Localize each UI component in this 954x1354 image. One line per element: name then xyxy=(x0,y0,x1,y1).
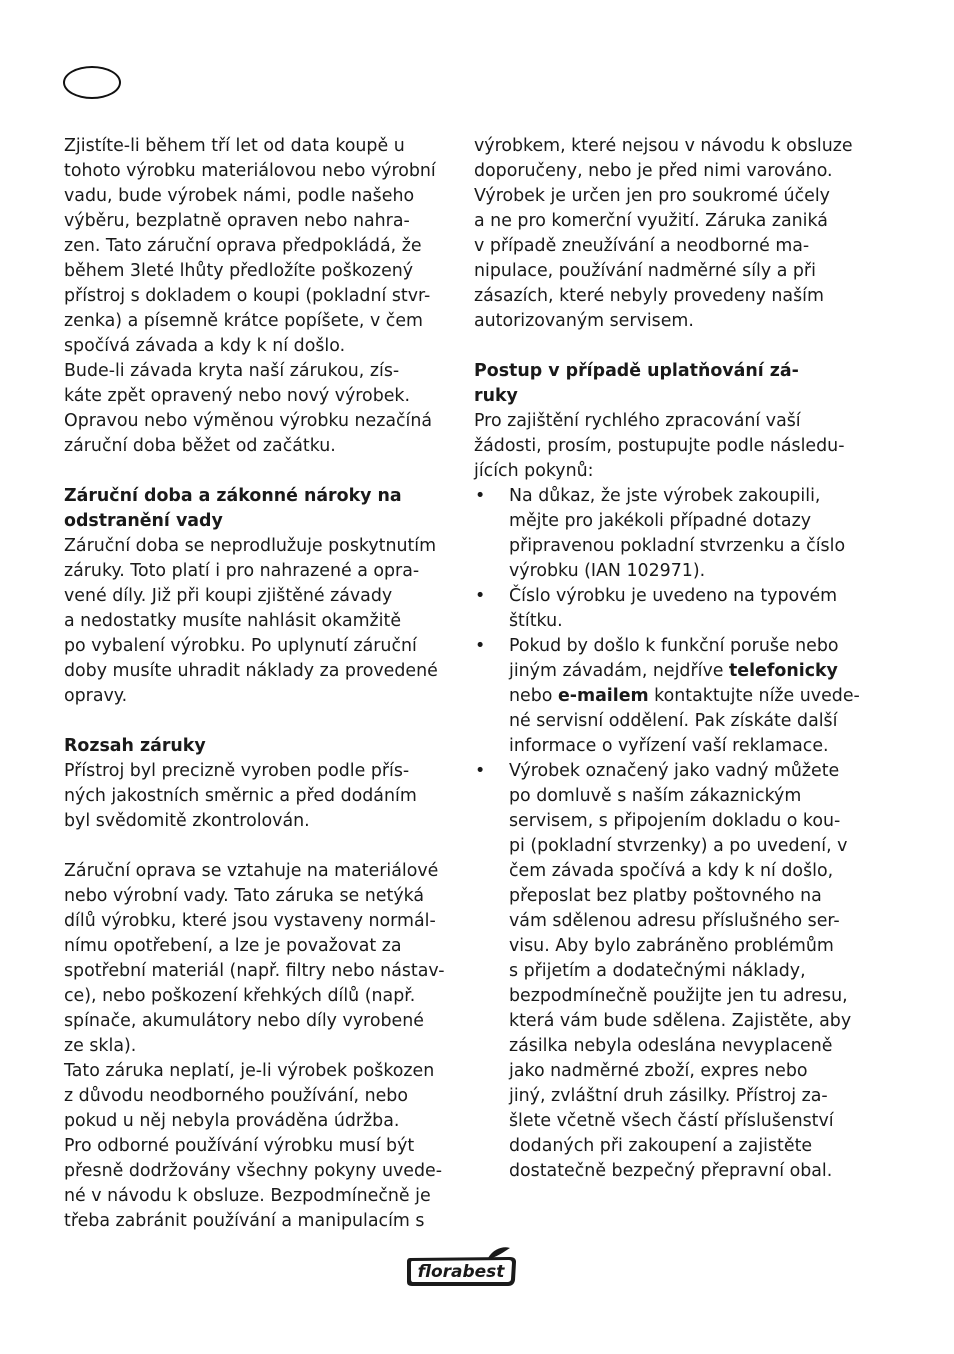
emphasis-phone: telefonicky xyxy=(728,661,838,681)
text-line: která vám bude sdělena. Zajistěte, aby xyxy=(509,1011,852,1031)
text-line: a ne pro komerční využití. Záruka zaniká xyxy=(474,211,828,231)
text-line: Číslo výrobku je uvedeno na typovém xyxy=(509,586,838,606)
emphasis-email: e-mailem xyxy=(557,686,649,706)
text-line: Výrobek je určen jen pro soukromé účely xyxy=(474,186,830,206)
text-line: zásilka nebyla odeslána nevyplaceně xyxy=(509,1036,833,1056)
text-line: né v návodu k obsluze. Bezpodmínečně je xyxy=(64,1186,431,1206)
florabest-logo xyxy=(404,1246,518,1290)
text-line: bezpodmínečně použijte jen tu adresu, xyxy=(509,986,848,1006)
text-line: po vybalení výrobku. Po uplynutí záruční xyxy=(64,636,417,656)
text-line: dílů výrobku, které jsou vystaveny normál- xyxy=(64,911,436,931)
heading-line: Záruční doba a zákonné nároky na xyxy=(64,486,402,506)
bullet-icon: • xyxy=(475,761,486,781)
text-line: doby musíte uhradit náklady za provedené xyxy=(64,661,438,681)
text-line: Pro zajištění rychlého zpracování vaší xyxy=(474,411,801,431)
text-line: přeposlat bez platby poštovného na xyxy=(509,886,822,906)
list-item xyxy=(474,759,862,1184)
text-line: čem závada spočívá a kdy k ní došlo, xyxy=(509,861,834,881)
text-line: pi (pokladní stvrzenky) a po uvedení, v xyxy=(509,836,848,856)
text-line: ze skla). xyxy=(64,1036,137,1056)
text-line: záruky. Toto platí i pro nahrazené a opra- xyxy=(64,561,420,581)
text-line: jících pokynů: xyxy=(474,461,594,481)
section-heading-warranty-scope xyxy=(64,734,452,759)
warranty-scope-paragraph xyxy=(64,759,452,834)
text-line: zen. Tato záruční oprava předpokládá, že xyxy=(64,236,422,256)
text-line: výrobku (IAN 102971). xyxy=(509,561,706,581)
text-line: ných jakostních směrnic a před dodáním xyxy=(64,786,417,806)
continuation-paragraph xyxy=(474,134,862,334)
text-line: Na důkaz, že jste výrobek zakoupili, xyxy=(509,486,821,506)
text-line: káte zpět opravený nebo nový výrobek. xyxy=(64,386,411,406)
text-line: z důvodu neodborného používání, nebo xyxy=(64,1086,408,1106)
text-line: a nedostatky musíte nahlásit okamžitě xyxy=(64,611,402,631)
text-line: přesně dodržovány všechny pokyny uvede- xyxy=(64,1161,443,1181)
text-line xyxy=(509,684,862,709)
text-line: v případě zneužívání a neodborné ma- xyxy=(474,236,810,256)
text-line: servisem, s připojením dokladu o kou- xyxy=(509,811,841,831)
text-line: Záruční doba se neprodlužuje poskytnutím xyxy=(64,536,437,556)
text-line: vené díly. Již při koupi zjištěné závady xyxy=(64,586,393,606)
bullet-icon: • xyxy=(475,636,486,656)
logo-leaf-icon xyxy=(488,1247,510,1258)
text-line: jako nadměrné zboží, expres nebo xyxy=(509,1061,808,1081)
text-line: byl svědomitě zkontrolován. xyxy=(64,811,310,831)
text-line: šlete včetně všech částí příslušenství xyxy=(509,1111,834,1131)
text-line: vám sdělenou adresu příslušného ser- xyxy=(509,911,840,931)
text-line: záruční doba běžet od začátku. xyxy=(64,436,336,456)
text-line: Záruční oprava se vztahuje na materiálové xyxy=(64,861,439,881)
text-line: přístroj s dokladem o koupi (pokladní stvr- xyxy=(64,286,431,306)
text-line: tohoto výrobku materiálovou nebo výrobní xyxy=(64,161,436,181)
text-line: zásazích, které nebyly provedeny naším xyxy=(474,286,824,306)
florabest-logo-graphic xyxy=(404,1246,518,1290)
text-line: nebo výrobní vady. Tato záruka se netýká xyxy=(64,886,425,906)
heading-line: Postup v případě uplatňování zá- xyxy=(474,361,799,381)
language-indicator-oval xyxy=(63,66,121,99)
text-line: né servisní oddělení. Pak získáte další xyxy=(509,711,838,731)
heading-line: ruky xyxy=(474,386,518,406)
text-line: výrobkem, které nejsou v návodu k obsluze xyxy=(474,136,853,156)
text-line: dodaných při zakoupení a zajistěte xyxy=(509,1136,813,1156)
text-line: nímu opotřebení, a lze je považovat za xyxy=(64,936,402,956)
text-line: Pokud by došlo k funkční poruše nebo xyxy=(509,636,839,656)
text-line: visu. Aby bylo zabráněno problémům xyxy=(509,936,834,956)
text-line: nipulace, používání nadměrné síly a při xyxy=(474,261,816,281)
text-line: během 3leté lhůty předložíte poškozený xyxy=(64,261,414,281)
text-line: spínače, akumulátory nebo díly vyrobené xyxy=(64,1011,424,1031)
text-line: Opravou nebo výměnou výrobku nezačíná xyxy=(64,411,433,431)
intro-paragraph xyxy=(64,134,452,459)
bullet-icon: • xyxy=(475,486,486,506)
text-line: po domluvě s naším zákaznickým xyxy=(509,786,802,806)
text-line: jiný, zvláštní druh zásilky. Přístroj za- xyxy=(509,1086,828,1106)
claim-procedure-intro xyxy=(474,409,862,484)
list-item xyxy=(474,584,862,634)
text-line: Výrobek označený jako vadný můžete xyxy=(509,761,840,781)
left-column xyxy=(64,134,452,1234)
heading-line: Rozsah záruky xyxy=(64,736,206,756)
bullet-icon: • xyxy=(475,586,486,606)
text-line: opravy. xyxy=(64,686,128,706)
text-line: žádosti, prosím, postupujte podle následu- xyxy=(474,436,845,456)
text-fragment: kontaktujte níže uvede- xyxy=(648,686,860,706)
text-line: autorizovaným servisem. xyxy=(474,311,694,331)
text-line: spočívá závada a kdy k ní došlo. xyxy=(64,336,346,356)
text-line: zenka) a písemně krátce popíšete, v čem xyxy=(64,311,423,331)
list-item xyxy=(474,484,862,584)
section-heading-warranty-period xyxy=(64,484,452,534)
text-line: třeba zabránit používání a manipulacím s xyxy=(64,1211,425,1231)
text-line: Zjistíte-li během tří let od data koupě u xyxy=(64,136,405,156)
text-line: mějte pro jakékoli případné dotazy xyxy=(509,511,811,531)
text-line: štítku. xyxy=(509,611,563,631)
text-line: pokud u něj nebyla prováděna údržba. xyxy=(64,1111,400,1131)
text-line: dostatečně bezpečný přepravní obal. xyxy=(509,1161,833,1181)
right-column xyxy=(474,134,862,1184)
text-line: výběru, bezplatně opraven nebo nahra- xyxy=(64,211,410,231)
text-line: Přístroj byl precizně vyroben podle přís- xyxy=(64,761,410,781)
text-line: Tato záruka neplatí, je-li výrobek poškozen xyxy=(64,1061,435,1081)
section-heading-claim-procedure xyxy=(474,359,862,409)
text-line: ce), nebo poškození křehkých dílů (např. xyxy=(64,986,416,1006)
list-item xyxy=(474,634,862,759)
text-line: spotřební materiál (např. filtry nebo nástav- xyxy=(64,961,445,981)
logo-wordmark: florabest xyxy=(417,1262,505,1282)
text-fragment: jiným závadám, nejdříve xyxy=(509,661,729,681)
text-line: doporučeny, nebo je před nimi varováno. xyxy=(474,161,833,181)
heading-line: odstranění vady xyxy=(64,511,223,531)
text-line xyxy=(509,659,862,684)
text-line: vadu, bude výrobek námi, podle našeho xyxy=(64,186,415,206)
text-line: připravenou pokladní stvrzenku a číslo xyxy=(509,536,846,556)
warranty-period-paragraph xyxy=(64,534,452,709)
warranty-scope-paragraph-2 xyxy=(64,859,452,1234)
text-line: informace o vyřízení vaší reklamace. xyxy=(509,736,829,756)
text-line: s přijetím a dodatečnými náklady, xyxy=(509,961,806,981)
text-fragment: nebo xyxy=(509,686,558,706)
text-line: Bude-li závada kryta naší zárukou, zís- xyxy=(64,361,400,381)
text-line: Pro odborné používání výrobku musí být xyxy=(64,1136,415,1156)
